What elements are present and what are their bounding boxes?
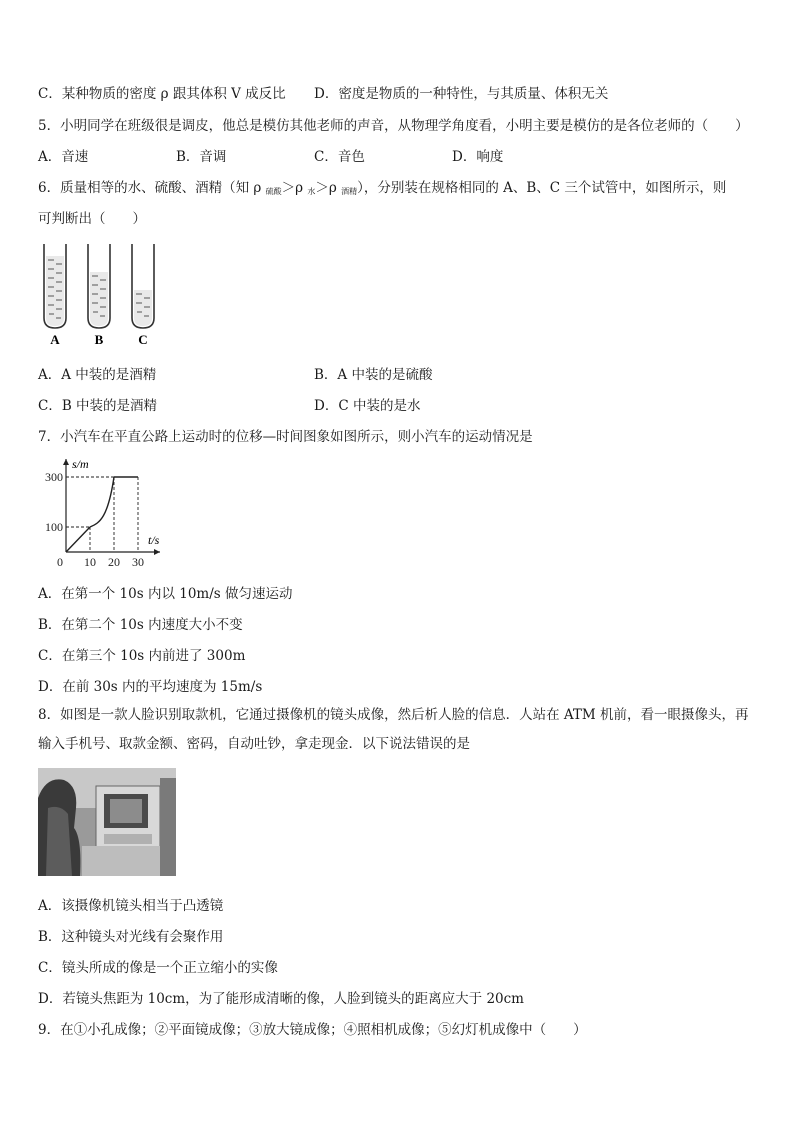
q6-stem [38, 176, 726, 197]
series-segment-2 [90, 477, 114, 527]
displacement-time-chart [38, 450, 168, 572]
q8-option-a: A．该摄像机镜头相当于凸透镜 [38, 898, 224, 914]
tube-label-c: C [138, 332, 148, 347]
q9-stem: 9．在①小孔成像；②平面镜成像；③放大镜成像；④照相机成像；⑤幻灯机成像中（ ） [38, 1022, 587, 1038]
y-axis-arrow [63, 459, 69, 465]
x-axis-arrow [154, 549, 160, 555]
q5-option-d: D．响度 [452, 149, 504, 165]
q6-sub-sulfuric: 硫酸 [265, 187, 282, 196]
test-tube-a [44, 244, 66, 328]
q6-gt2: ＞ρ [315, 180, 342, 196]
q6-stem-part2: ），分别装在规格相同的 A、B、C 三个试管中，如图所示，则 [357, 180, 727, 196]
q6-sub-alcohol: 酒精 [341, 187, 358, 196]
q6-gt1: ＞ρ [281, 180, 308, 196]
x-tick-label: 10 [84, 555, 96, 569]
q4-option-c: C．某种物质的密度 ρ 跟其体积 V 成反比 [38, 86, 286, 102]
series-segment-1 [66, 527, 90, 552]
chart-series [66, 477, 138, 552]
q7-option-d: D．在前 30s 内的平均速度为 15m/s [38, 679, 263, 695]
q5-stem: 5．小明同学在班级很是调皮，他总是模仿其他老师的声音，从物理学角度看，小明主要是模仿的是各位老师的（ ） [38, 118, 749, 134]
q7-option-b: B．在第二个 10s 内速度大小不变 [38, 617, 243, 633]
x-tick-label: 20 [108, 555, 120, 569]
q6-option-b: B．A 中装的是硫酸 [314, 367, 433, 383]
y-tick-label: 100 [45, 520, 63, 534]
tube-label-a: A [50, 332, 60, 347]
q5-option-b: B．音调 [176, 149, 227, 165]
q6-stem-line2: 可判断出（ ） [38, 211, 146, 227]
q7-option-c: C．在第三个 10s 内前进了 300m [38, 648, 246, 664]
tube-label-b: B [94, 332, 104, 347]
q8-option-c: C．镜头所成的像是一个正立缩小的实像 [38, 960, 278, 976]
y-axis-label: s/m [72, 457, 89, 471]
q5-option-c: C．音色 [314, 149, 365, 165]
q6-sub-water: 水 [307, 187, 316, 196]
x-tick-label: 0 [57, 555, 63, 569]
q6-option-c: C．B 中装的是酒精 [38, 398, 158, 414]
q6-option-d: D．C 中装的是水 [314, 398, 421, 414]
chart-ticks [45, 470, 144, 569]
q4-option-d: D．密度是物质的一种特性，与其质量、体积无关 [314, 86, 609, 102]
q8-stem: 8．如图是一款人脸识别取款机，它通过摄像机的镜头成像，然后析人脸的信息．人站在 ATM 机前，看一眼摄像头，再输入手机号、取款金额、密码，自动吐钞，拿走现金．以下说法错误的是 [38, 707, 749, 752]
atm-photo [38, 768, 176, 876]
q6-option-a: A．A 中装的是酒精 [38, 367, 157, 383]
x-axis-label: t/s [148, 533, 160, 547]
test-tubes-figure [38, 238, 164, 350]
q8-option-b: B．这种镜头对光线有会聚作用 [38, 929, 224, 945]
y-tick-label: 300 [45, 470, 63, 484]
q7-stem: 7．小汽车在平直公路上运动时的位移—时间图象如图所示，则小汽车的运动情况是 [38, 429, 533, 445]
x-tick-label: 30 [132, 555, 144, 569]
q8-option-d: D．若镜头焦距为 10cm，为了能形成清晰的像，人脸到镜头的距离应大于 20cm [38, 991, 524, 1007]
q5-option-a: A．音速 [38, 149, 89, 165]
q7-option-a: A．在第一个 10s 内以 10m/s 做匀速运动 [38, 586, 293, 602]
q6-stem-part1: 6．质量相等的水、硫酸、酒精（知 ρ [38, 180, 266, 196]
